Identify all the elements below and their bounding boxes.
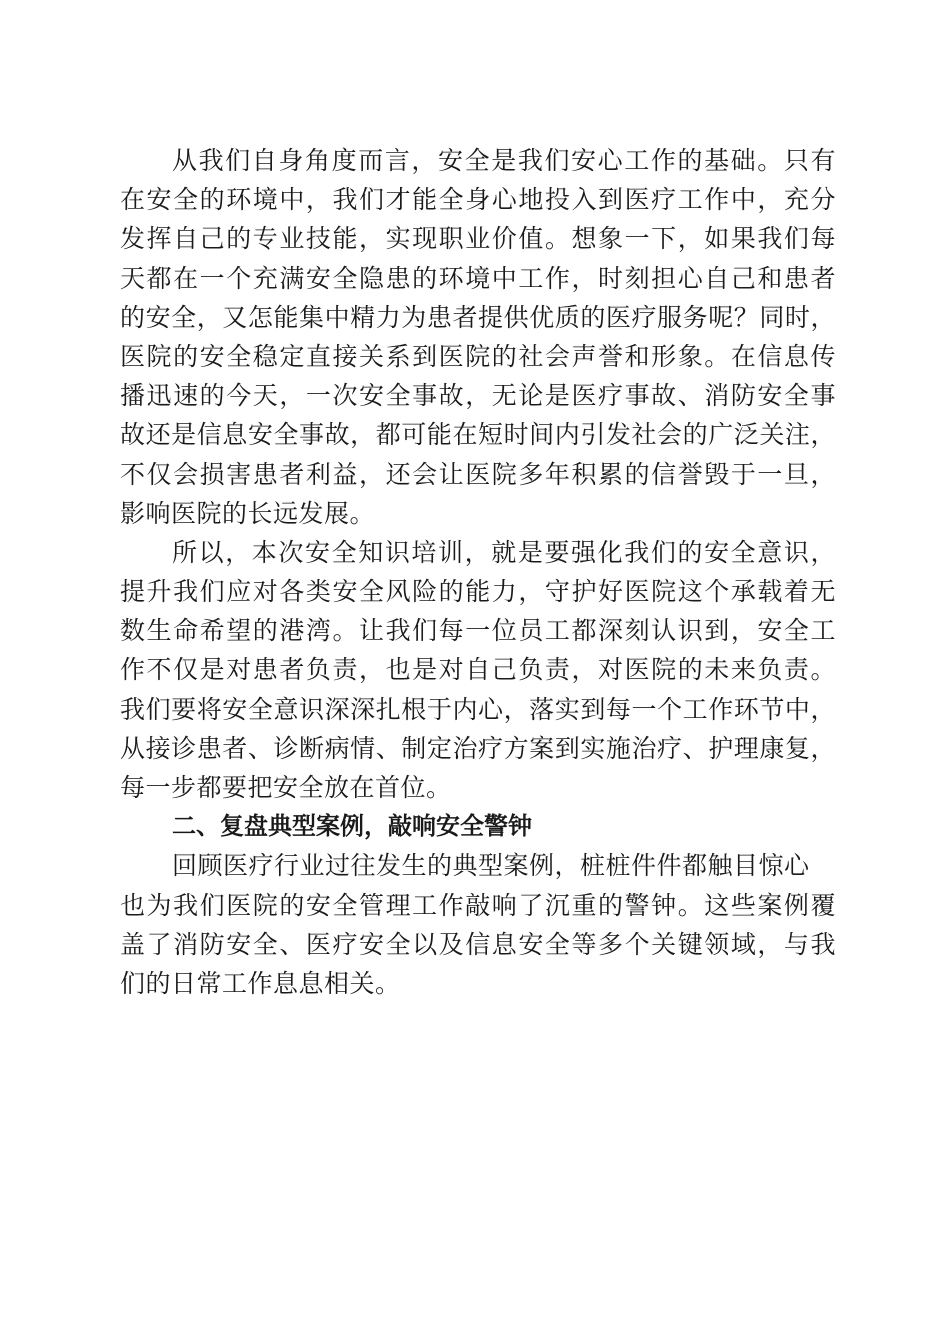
paragraph-2	[120, 533, 836, 807]
paragraph-line: 不仅会损害患者利益，还会让医院多年积累的信誉毁于一旦，	[120, 459, 836, 489]
paragraph-line: 盖了消防安全、医疗安全以及信息安全等多个关键领域，与我	[120, 929, 836, 959]
paragraph-line: 所以，本次安全知识培训，就是要强化我们的安全意识，	[172, 537, 836, 567]
section-heading: 二、复盘典型案例，敲响安全警钟	[172, 812, 532, 841]
paragraph-line: 播迅速的今天，一次安全事故，无论是医疗事故、消防安全事	[120, 381, 836, 411]
paragraph-line: 提升我们应对各类安全风险的能力，守护好医院这个承载着无	[120, 577, 836, 607]
paragraph-1	[120, 141, 836, 533]
paragraph-line: 在安全的环境中，我们才能全身心地投入到医疗工作中，充分	[120, 185, 836, 215]
paragraph-line: 数生命希望的港湾。让我们每一位员工都深刻认识到，安全工	[120, 616, 836, 646]
paragraph-line: 发挥自己的专业技能，实现职业价值。想象一下，如果我们每	[120, 224, 836, 254]
paragraph-3	[120, 846, 836, 1003]
paragraph-line: 作不仅是对患者负责，也是对自己负责，对医院的未来负责。	[120, 655, 836, 685]
paragraph-line: 天都在一个充满安全隐患的环境中工作，时刻担心自己和患者	[120, 263, 836, 293]
paragraph-line: 影响医院的长远发展。	[120, 498, 376, 528]
paragraph-line: 从我们自身角度而言，安全是我们安心工作的基础。只有	[172, 146, 836, 175]
paragraph-line: 医院的安全稳定直接关系到医院的社会声誉和形象。在信息传	[120, 341, 836, 371]
paragraph-line: 我们要将安全意识深深扎根于内心，落实到每一个工作环节中，	[120, 694, 836, 724]
paragraph-line: 回顾医疗行业过往发生的典型案例，桩桩件件都触目惊心	[172, 851, 810, 881]
paragraph-line: 的安全，又怎能集中精力为患者提供优质的医疗服务呢？同时，	[120, 302, 836, 332]
paragraph-line: 也为我们医院的安全管理工作敲响了沉重的警钟。这些案例覆	[120, 890, 836, 920]
paragraph-line: 故还是信息安全事故，都可能在短时间内引发社会的广泛关注，	[120, 420, 836, 450]
paragraph-line: 们的日常工作息息相关。	[120, 968, 401, 998]
paragraph-line: 每一步都要把安全放在首位。	[120, 773, 452, 802]
paragraph-line: 从接诊患者、诊断病情、制定治疗方案到实施治疗、护理康复，	[120, 733, 836, 763]
document-page	[120, 141, 836, 1003]
